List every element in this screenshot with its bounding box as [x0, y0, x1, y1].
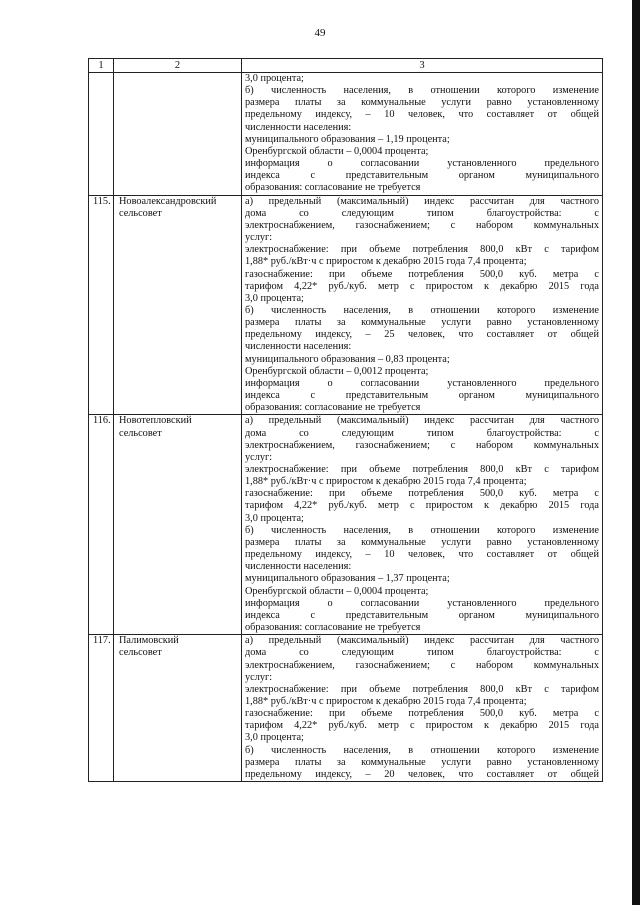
municipality-name [114, 195, 242, 415]
description-line: 3,0 процента; [245, 292, 304, 304]
description-line: индекса с представительным органом муниципального [245, 609, 599, 621]
description-line: размера платы за коммунальные услуги равно установленному [245, 317, 599, 329]
description-line: Оренбургской области – 0,0004 процента; [245, 145, 429, 157]
index-description [242, 73, 603, 196]
description-line: образования: согласование не требуется [245, 182, 421, 194]
description-line: муниципального образования – 1,19 процента; [245, 133, 450, 145]
description-line: газоснабжение: при объеме потребления 500,0 куб. метра с [245, 708, 599, 720]
description-line: размера платы за коммунальные услуги равно установленному [245, 536, 599, 548]
row-number: 115. [89, 195, 114, 415]
description-line: информация о согласовании установленного предельного [245, 377, 599, 389]
index-description [242, 635, 603, 782]
municipality-name [114, 415, 242, 635]
description-line: образования: согласование не требуется [245, 622, 421, 634]
header-col-1: 1 [89, 59, 114, 73]
description-line: 3,0 процента; [245, 73, 304, 84]
description-line: электроснабжением, газоснабжением; с набором коммунальных [245, 659, 599, 671]
municipality-name-line: Новотепловский [119, 415, 192, 427]
description-line: информация о согласовании установленного предельного [245, 597, 599, 609]
description-line: дома со следующим типом благоустройства: с [245, 647, 599, 659]
description-line: предельному индексу, – 10 человек, что составляет от общей [245, 549, 599, 561]
description-line: газоснабжение: при объеме потребления 500,0 куб. метра с [245, 268, 599, 280]
description-line: а) предельный (максимальный) индекс рассчитан для частного [245, 195, 599, 207]
header-col-3: 3 [242, 59, 603, 73]
description-line: б) численность населения, в отношении которого изменение [245, 85, 599, 97]
row-number: 116. [89, 415, 114, 635]
description-line: информация о согласовании установленного предельного [245, 158, 599, 170]
description-line: 1,88* руб./кВт·ч с приростом к декабрю 2015 года 7,4 процента; [245, 256, 527, 268]
municipality-name-line: Новоалександровский [119, 195, 217, 207]
table-row [89, 195, 603, 415]
description-line: дома со следующим типом благоустройства: с [245, 207, 599, 219]
description-line: б) численность населения, в отношении которого изменение [245, 744, 599, 756]
description-line: услуг: [245, 671, 273, 683]
description-line: 3,0 процента; [245, 512, 304, 524]
description-line: электроснабжение: при объеме потребления 800,0 кВт с тарифом [245, 683, 599, 695]
description-line: муниципального образования – 1,37 процента; [245, 573, 450, 585]
description-line: предельному индексу, – 25 человек, что составляет от общей [245, 329, 599, 341]
municipality-name [114, 635, 242, 782]
description-line: образования: согласование не требуется [245, 402, 421, 414]
description-line: услуг: [245, 232, 273, 244]
description-line: тарифом 4,22* руб./куб. метр с приростом к декабрю 2015 года [245, 500, 599, 512]
scan-edge-shadow [632, 0, 640, 905]
description-line: тарифом 4,22* руб./куб. метр с приростом к декабрю 2015 года [245, 720, 599, 732]
table-body [89, 73, 603, 782]
description-line: б) численность населения, в отношении которого изменение [245, 304, 599, 316]
description-line: 1,88* руб./кВт·ч с приростом к декабрю 2015 года 7,4 процента; [245, 695, 527, 707]
description-line: Оренбургской области – 0,0012 процента; [245, 365, 429, 377]
index-description [242, 415, 603, 635]
header-col-2: 2 [114, 59, 242, 73]
description-line: численности населения: [245, 561, 352, 573]
description-line: численности населения: [245, 121, 352, 133]
description-line: электроснабжение: при объеме потребления 800,0 кВт с тарифом [245, 244, 599, 256]
description-line: Оренбургской области – 0,0004 процента; [245, 585, 429, 597]
table-row [89, 73, 603, 196]
description-line: тарифом 4,22* руб./куб. метр с приростом к декабрю 2015 года [245, 280, 599, 292]
municipality-name-line: Палимовский [119, 635, 179, 647]
municipality-name [114, 73, 242, 196]
description-line: индекса с представительным органом муниципального [245, 390, 599, 402]
table-row [89, 635, 603, 782]
description-line: дома со следующим типом благоустройства: с [245, 427, 599, 439]
description-line: электроснабжение: при объеме потребления 800,0 кВт с тарифом [245, 464, 599, 475]
description-line: а) предельный (максимальный) индекс рассчитан для частного [245, 415, 599, 427]
description-line: б) численность населения, в отношении которого изменение [245, 524, 599, 536]
row-number [89, 73, 114, 196]
index-table [88, 58, 603, 782]
description-line: 3,0 процента; [245, 732, 304, 744]
description-line: индекса с представительным органом муниципального [245, 170, 599, 182]
description-line: предельному индексу, – 20 человек, что составляет от общей [245, 768, 599, 780]
description-line: численности населения: [245, 341, 352, 353]
description-line: муниципального образования – 0,83 процента; [245, 353, 450, 365]
table-header-row [89, 59, 603, 73]
municipality-name-line: сельсовет [119, 427, 162, 439]
description-line: услуг: [245, 451, 273, 463]
municipality-name-line: сельсовет [119, 647, 162, 659]
municipality-name-line: сельсовет [119, 207, 162, 219]
description-line: предельному индексу, – 10 человек, что составляет от общей [245, 109, 599, 121]
row-number: 117. [89, 635, 114, 782]
description-line: а) предельный (максимальный) индекс рассчитан для частного [245, 635, 599, 647]
description-line: электроснабжением, газоснабжением; с набором коммунальных [245, 439, 599, 451]
page-number: 49 [314, 27, 326, 39]
description-line: размера платы за коммунальные услуги равно установленному [245, 97, 599, 109]
description-line: 1,88* руб./кВт·ч с приростом к декабрю 2015 года 7,4 процента; [245, 476, 527, 488]
table-row [89, 415, 603, 635]
description-line: электроснабжением, газоснабжением; с набором коммунальных [245, 219, 599, 231]
description-line: размера платы за коммунальные услуги равно установленному [245, 756, 599, 768]
index-description [242, 195, 603, 415]
description-line: газоснабжение: при объеме потребления 500,0 куб. метра с [245, 488, 599, 500]
